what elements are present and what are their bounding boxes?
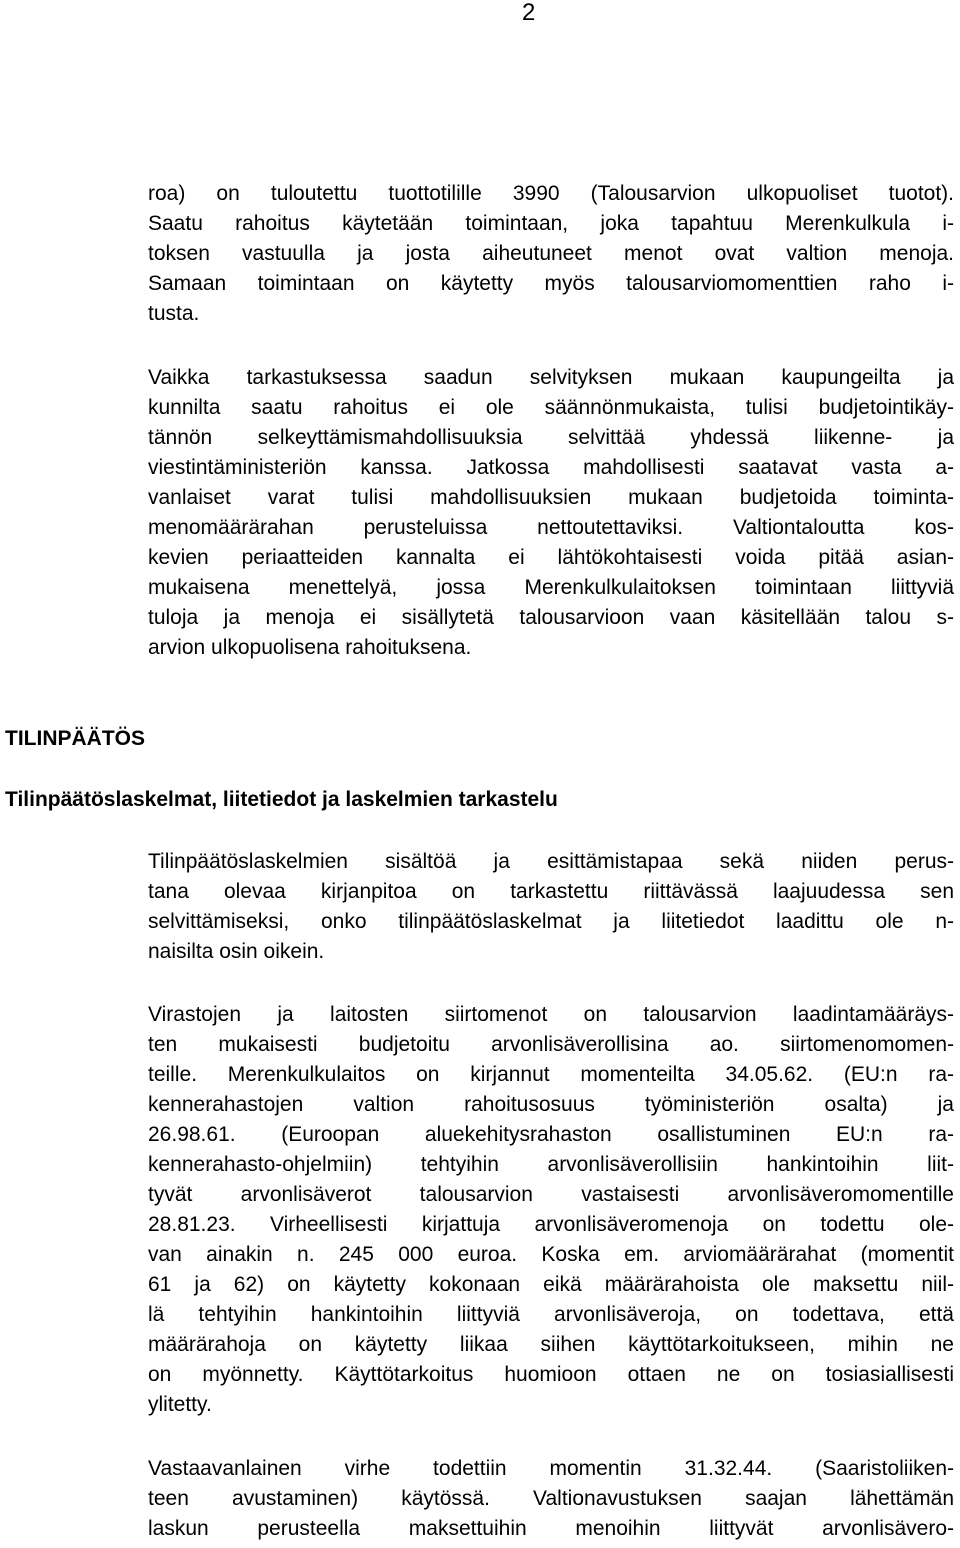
text-line: lä tehtyihin hankintoihin liittyviä arvonlisäveroja, on todettava, että (148, 1303, 954, 1326)
page-number: 2 (522, 0, 536, 26)
text-line: 26.98.61. (Euroopan aluekehitysrahaston osallistuminen EU:n ra- (148, 1123, 954, 1146)
text-line: Saatu rahoitus käytetään toimintaan, joka tapahtuu Merenkulkula i- (148, 212, 954, 235)
text-line: roa) on tuloutettu tuottotilille 3990 (Talousarvion ulkopuoliset tuotot). (148, 182, 954, 205)
text-line: kunnilta saatu rahoitus ei ole säännönmukaista, tulisi budjetointikäy- (148, 396, 954, 419)
text-line: laskun perusteella maksettuihin menoihin liittyvät arvonlisävero- (148, 1517, 954, 1540)
text-line: tännön selkeyttämismahdollisuuksia selvittää yhdessä liikenne- ja (148, 426, 954, 449)
text-line: kennerahastojen valtion rahoitusosuus työministeriön osalta) ja (148, 1093, 954, 1116)
text-line: kennerahasto-ohjelmiin) tehtyihin arvonlisäverollisiin hankintoihin liit- (148, 1153, 954, 1176)
text-line: toksen vastuulla ja josta aiheutuneet menot ovat valtion menoja. (148, 242, 954, 265)
section-heading: TILINPÄÄTÖS (5, 727, 145, 750)
text-line: tana olevaa kirjanpitoa on tarkastettu riittävässä laajuudessa sen (148, 880, 954, 903)
text-line: 61 ja 62) on käytetty kokonaan eikä määrärahoista ole maksettu niil- (148, 1273, 954, 1296)
text-line: naisilta osin oikein. (148, 940, 325, 963)
text-line: menomäärärahan perusteluissa nettoutettaviksi. Valtiontaloutta kos- (148, 516, 954, 539)
text-line: Tilinpäätöslaskelmien sisältöä ja esittämistapaa sekä niiden perus- (148, 850, 954, 873)
text-line: Vastaavanlainen virhe todettiin momentin 31.32.44. (Saaristoliiken- (148, 1457, 954, 1480)
text-line: teen avustaminen) käytössä. Valtionavustuksen saajan lähettämän (148, 1487, 954, 1510)
text-line: van ainakin n. 245 000 euroa. Koska em. arviomäärärahat (momentit (148, 1243, 954, 1266)
text-line: ten mukaisesti budjetoitu arvonlisäverollisina ao. siirtomenomomen- (148, 1033, 954, 1056)
text-line: viestintäministeriön kanssa. Jatkossa mahdollisesti saatavat vasta a- (148, 456, 954, 479)
text-line: mukaisena menettelyä, jossa Merenkulkulaitoksen toimintaan liittyviä (148, 576, 954, 599)
text-line: Vaikka tarkastuksessa saadun selvityksen mukaan kaupungeilta ja (148, 366, 954, 389)
text-line: tusta. (148, 302, 200, 325)
text-line: Virastojen ja laitosten siirtomenot on talousarvion laadintamääräys- (148, 1003, 954, 1026)
text-line: selvittämiseksi, onko tilinpäätöslaskelmat ja liitetiedot laadittu ole n- (148, 910, 954, 933)
text-line: tyvät arvonlisäverot talousarvion vastaisesti arvonlisäveromomentille (148, 1183, 954, 1206)
text-line: 28.81.23. Virheellisesti kirjattuja arvonlisäveromenoja on todettu ole- (148, 1213, 954, 1236)
text-line: tuloja ja menoja ei sisällytetä talousarvioon vaan käsitellään talou s- (148, 606, 954, 629)
subsection-heading: Tilinpäätöslaskelmat, liitetiedot ja laskelmien tarkastelu (5, 788, 558, 811)
text-line: Samaan toimintaan on käytetty myös talousarviomomenttien raho i- (148, 272, 954, 295)
text-line: on myönnetty. Käyttötarkoitus huomioon ottaen ne on tosiasiallisesti (148, 1363, 954, 1386)
text-line: kevien periaatteiden kannalta ei lähtökohtaisesti voida pitää asian- (148, 546, 954, 569)
text-line: vanlaiset varat tulisi mahdollisuuksien mukaan budjetoida toiminta- (148, 486, 954, 509)
text-line: määrärahoja on käytetty liikaa siihen käyttötarkoitukseen, mihin ne (148, 1333, 954, 1356)
text-line: ylitetty. (148, 1393, 212, 1416)
text-line: teille. Merenkulkulaitos on kirjannut momenteilta 34.05.62. (EU:n ra- (148, 1063, 954, 1086)
text-line: arvion ulkopuolisena rahoituksena. (148, 636, 472, 659)
